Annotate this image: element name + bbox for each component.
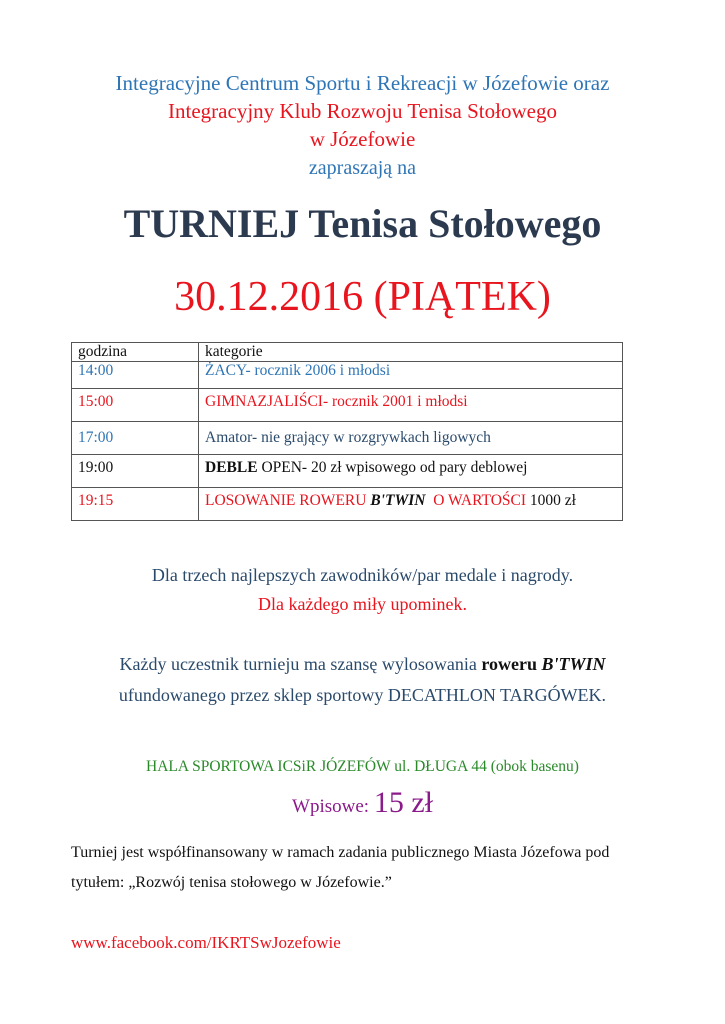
venue: HALA SPORTOWA ICSiR JÓZEFÓW ul. DŁUGA 44 (obok basenu)	[146, 758, 579, 775]
table-header-row	[72, 343, 623, 362]
row-category-text: OPEN- 20 zł wpisowego od pary deblowej	[257, 459, 528, 476]
raffle-bike: roweru	[481, 654, 542, 674]
raffle-line-2: ufundowanego przez sklep sportowy DECATHLON TARGÓWEK.	[118, 685, 607, 705]
row-time: 15:00	[72, 389, 199, 422]
row-category-bold: DEBLE	[205, 459, 258, 476]
header-time: godzina	[72, 343, 199, 362]
row-category: Amator- nie grający w rozgrywkach ligowych	[199, 422, 623, 455]
raffle-text: Każdy uczestnik turnieju ma szansę wylosowania	[119, 654, 482, 674]
page-title: TURNIEJ Tenisa Stołowego	[123, 201, 602, 246]
header-line-3: w Józefowie	[309, 127, 416, 151]
entry-fee	[0, 786, 725, 820]
header-line-2: Integracyjny Klub Rozwoju Tenisa Stołowego	[168, 99, 557, 123]
table-row	[72, 362, 623, 389]
fee-label: Wpisowe:	[292, 796, 374, 817]
row-category: ŻACY- rocznik 2006 i młodsi	[199, 362, 623, 389]
header-line-1: Integracyjne Centrum Sportu i Rekreacji w Józefowie oraz	[115, 71, 610, 95]
header-category: kategorie	[199, 343, 623, 362]
table-row	[72, 488, 623, 521]
fee-amount: 15 zł	[373, 786, 433, 819]
prizes-line-1: Dla trzech najlepszych zawodników/par medale i nagrody.	[151, 565, 574, 585]
raffle-line-1	[0, 654, 725, 675]
row-time: 17:00	[72, 422, 199, 455]
raffle-label: LOSOWANIE ROWERU	[205, 492, 371, 509]
raffle-brand: B'TWIN	[541, 654, 606, 674]
row-category: GIMNAZJALIŚCI- rocznik 2001 i młodsi	[199, 389, 623, 422]
row-time: 19:15	[72, 488, 199, 521]
table-row	[72, 389, 623, 422]
schedule-table	[71, 342, 623, 521]
raffle-value: 1000 zł	[526, 492, 576, 509]
table-row	[72, 422, 623, 455]
row-time: 19:00	[72, 455, 199, 488]
facebook-link[interactable]: www.facebook.com/IKRTSwJozefowie	[71, 933, 341, 952]
row-category	[199, 455, 623, 488]
funding-line-2: tytułem: „Rozwój tenisa stołowego w Józefowie.”	[71, 874, 392, 891]
prizes-line-2: Dla każdego miły upominek.	[258, 594, 467, 614]
header-line-4: zapraszają na	[308, 157, 417, 179]
table-row	[72, 455, 623, 488]
row-time: 14:00	[72, 362, 199, 389]
funding-line-1: Turniej jest współfinansowany w ramach zadania publicznego Miasta Józefowa pod	[71, 844, 610, 861]
raffle-value-label: O WARTOŚCI	[425, 492, 527, 509]
event-date: 30.12.2016 (PIĄTEK)	[174, 274, 551, 320]
row-category	[199, 488, 623, 521]
bike-brand: B'TWIN	[370, 492, 426, 509]
